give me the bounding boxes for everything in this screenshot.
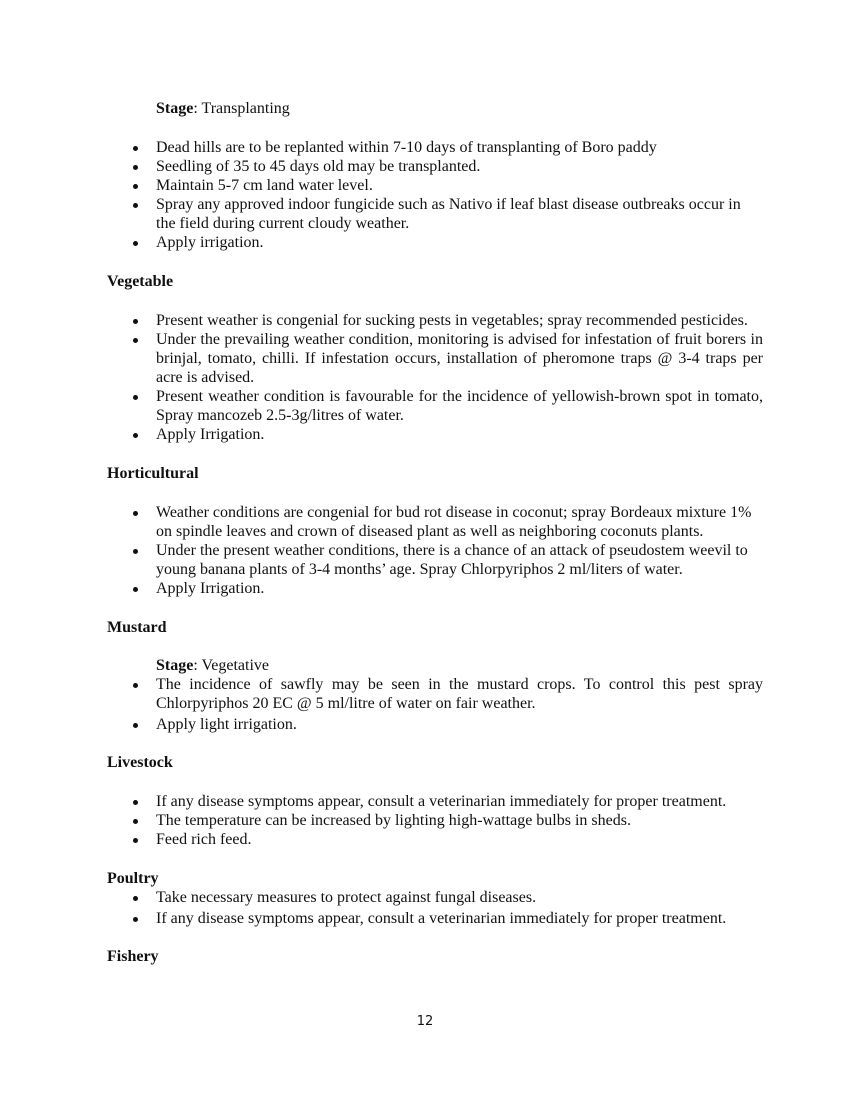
document-page <box>107 99 763 966</box>
list-item: Dead hills are to be replanted within 7-10 days of transplanting of Boro paddy <box>107 138 763 157</box>
list-item: Feed rich feed. <box>107 830 763 849</box>
section-heading-poultry: Poultry <box>107 870 159 887</box>
stage-label: Stage <box>156 657 194 674</box>
list-item: Seedling of 35 to 45 days old may be transplanted. <box>107 157 763 176</box>
vegetable-advisory-list <box>107 311 763 444</box>
list-item: If any disease symptoms appear, consult a veterinarian immediately for proper treatment. <box>107 792 763 811</box>
list-item: Maintain 5-7 cm land water level. <box>107 176 763 195</box>
rice-stage-line <box>156 99 763 118</box>
list-item: Under the prevailing weather condition, monitoring is advised for infestation of fruit borers in brinjal, tomato, chilli. If infestation occurs, installation of pheromone traps @ 3-4 traps per acre is advised. <box>107 330 763 387</box>
list-item: Spray any approved indoor fungicide such as Nativo if leaf blast disease outbreaks occur in the field during current cloudy weather. <box>107 195 763 233</box>
list-item: If any disease symptoms appear, consult a veterinarian immediately for proper treatment. <box>107 909 763 928</box>
rice-advisory-list <box>107 138 763 252</box>
list-item: Apply light irrigation. <box>107 715 763 734</box>
section-heading-vegetable: Vegetable <box>107 273 174 290</box>
list-item: Apply Irrigation. <box>107 579 763 598</box>
list-item: Take necessary measures to protect against fungal diseases. <box>107 888 763 907</box>
list-item: The incidence of sawfly may be seen in the mustard crops. To control this pest spray Chlorpyriphos 20 EC @ 5 ml/litre of water on fair weather. <box>107 675 763 713</box>
mustard-advisory-list <box>107 675 763 734</box>
horticultural-advisory-list <box>107 503 763 598</box>
list-item: The temperature can be increased by lighting high-wattage bulbs in sheds. <box>107 811 763 830</box>
section-heading-fishery: Fishery <box>107 948 159 965</box>
stage-label: Stage <box>156 100 194 117</box>
list-item: Under the present weather conditions, there is a chance of an attack of pseudostem weevil to young banana plants of 3-4 months’ age. Spray Chlorpyriphos 2 ml/liters of water. <box>107 541 763 579</box>
list-item: Apply irrigation. <box>107 233 763 252</box>
poultry-advisory-list <box>107 888 763 928</box>
mustard-stage-line <box>156 656 763 675</box>
section-heading-mustard: Mustard <box>107 619 167 636</box>
stage-value: : Vegetative <box>193 657 270 674</box>
section-heading-livestock: Livestock <box>107 754 173 771</box>
livestock-advisory-list <box>107 792 763 849</box>
list-item: Present weather condition is favourable for the incidence of yellowish-brown spot in tomato, Spray mancozeb 2.5-3g/litres of water. <box>107 387 763 425</box>
list-item: Present weather is congenial for sucking pests in vegetables; spray recommended pesticides. <box>107 311 763 330</box>
section-heading-horticultural: Horticultural <box>107 465 199 482</box>
page-number: 12 <box>416 1014 434 1029</box>
list-item: Weather conditions are congenial for bud rot disease in coconut; spray Bordeaux mixture 1% on spindle leaves and crown of diseased plant as well as neighboring coconuts plants. <box>107 503 763 541</box>
list-item: Apply Irrigation. <box>107 425 763 444</box>
stage-value: : Transplanting <box>193 100 290 117</box>
